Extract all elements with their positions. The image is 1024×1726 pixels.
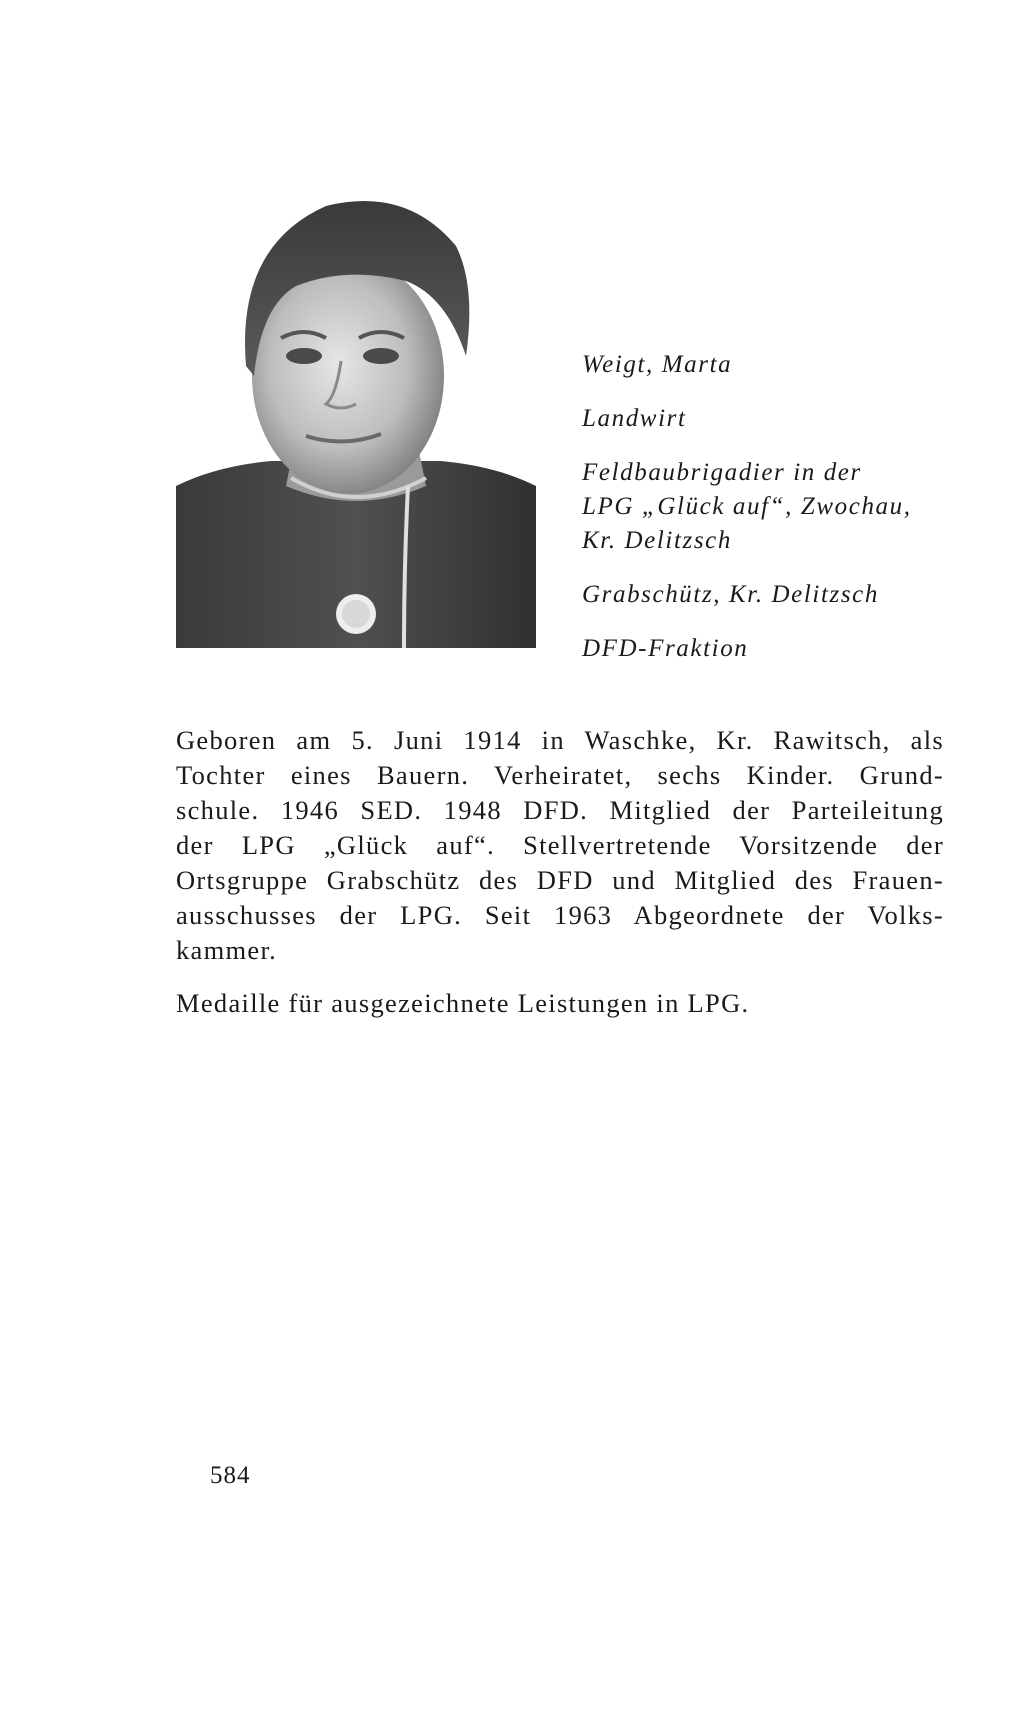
biography [176, 723, 944, 1021]
biography-line: kammer. [176, 935, 278, 965]
biography-line: Tochter eines Bauern. Verheiratet, sechs Kinder. Grund- [176, 760, 944, 790]
biography-line: schule. 1946 SED. 1948 DFD. Mitglied der Parteileitung [176, 795, 944, 825]
biography-line: ausschusses der LPG. Seit 1963 Abgeordnete der Volks- [176, 900, 944, 930]
person-name: Weigt, Marta [582, 351, 733, 378]
portrait-image [176, 186, 536, 648]
biography-line: Ortsgruppe Grabschütz des DFD und Mitglied des Frauen- [176, 865, 944, 895]
biography-line: der LPG „Glück auf“. Stellvertretende Vorsitzende der [176, 830, 944, 860]
person-faction: DFD-Fraktion [582, 635, 749, 662]
person-info [582, 348, 982, 686]
person-occupation: Landwirt [582, 405, 687, 432]
person-position [582, 456, 982, 558]
biography-award: Medaille für ausgezeichnete Leistungen in LPG. [176, 988, 750, 1018]
position-line: Kr. Delitzsch [582, 527, 732, 554]
page-number: 584 [210, 1462, 251, 1489]
position-line: LPG „Glück auf“, Zwochau, [582, 493, 912, 520]
portrait-photo [176, 186, 536, 648]
biography-line: Geboren am 5. Juni 1914 in Waschke, Kr. Rawitsch, als [176, 725, 944, 755]
position-line: Feldbaubrigadier in der [582, 459, 862, 486]
person-residence: Grabschütz, Kr. Delitzsch [582, 581, 879, 608]
